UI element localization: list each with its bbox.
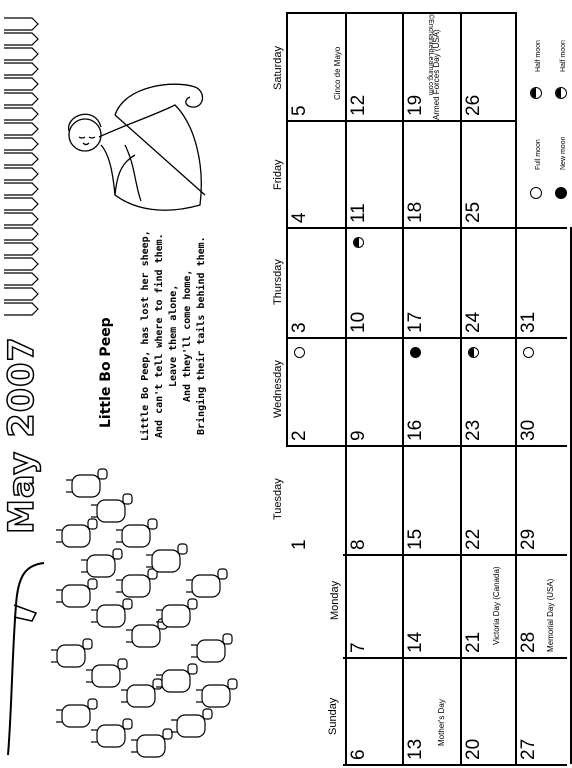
weekday-monday: Monday xyxy=(329,580,341,620)
moon-phase-icon xyxy=(410,347,421,358)
holiday-label: Armed Forces Day (USA) xyxy=(432,29,441,120)
weekday-sunday: Sunday xyxy=(327,697,339,735)
moon-phase-icon xyxy=(523,347,534,358)
day-number: 14 xyxy=(405,631,426,653)
day-number: 6 xyxy=(348,749,369,760)
poem-line: Little Bo Peep, has lost her sheep, xyxy=(140,230,151,442)
holiday-label: Victoria Day (Canada) xyxy=(492,566,501,645)
weekday-friday: Friday xyxy=(272,159,284,190)
full-moon-icon xyxy=(530,187,542,199)
poem-line: And they'll come home, xyxy=(182,269,193,403)
day-number: 11 xyxy=(348,203,369,223)
day-number: 16 xyxy=(405,419,426,441)
legend-label: Half moon xyxy=(560,40,567,72)
day-number: 9 xyxy=(348,430,369,441)
holiday-label: Memorial Day (USA) xyxy=(546,578,555,652)
day-number: 13 xyxy=(405,738,426,760)
holiday-label: Mother's Day xyxy=(437,699,446,746)
month-title: May 2007 xyxy=(2,336,42,534)
half-moon-icon xyxy=(555,87,567,99)
half-moon-icon xyxy=(530,87,542,99)
holiday-label: Cinco de Mayo xyxy=(333,46,342,100)
day-number: 22 xyxy=(463,528,484,550)
new-moon-icon xyxy=(555,187,567,199)
day-number: 20 xyxy=(463,738,484,760)
day-number: 7 xyxy=(348,642,369,653)
legend-label: Full moon xyxy=(535,139,542,170)
day-number: 27 xyxy=(518,738,539,760)
moon-phase-icon xyxy=(353,237,364,248)
day-number: 24 xyxy=(463,311,484,333)
day-number: 25 xyxy=(463,201,484,223)
weekday-saturday: Saturday xyxy=(272,45,284,90)
day-number: 29 xyxy=(518,528,539,550)
grid-line xyxy=(286,337,567,339)
bo-peep-illustration xyxy=(55,75,210,225)
weekday-thursday: Thursday xyxy=(272,259,284,305)
poem-line: Bringing their tails behind them. xyxy=(196,236,207,436)
fence-illustration xyxy=(2,10,42,320)
day-number: 17 xyxy=(405,311,426,333)
calendar-grid xyxy=(286,12,567,764)
day-number: 10 xyxy=(348,311,369,333)
day-number: 23 xyxy=(463,419,484,441)
day-number: 15 xyxy=(405,528,426,550)
day-number: 1 xyxy=(289,539,310,550)
day-number: 4 xyxy=(289,212,310,223)
day-number: 28 xyxy=(518,631,539,653)
day-number: 12 xyxy=(348,94,369,116)
grid-line xyxy=(345,12,347,764)
day-number: 2 xyxy=(289,430,310,441)
poem-line: Leave them alone, xyxy=(168,284,179,388)
grid-line xyxy=(460,12,462,764)
poem-line: And can't tell where to find them. xyxy=(154,233,165,439)
legend-label: New moon xyxy=(560,136,567,170)
day-number: 26 xyxy=(463,94,484,116)
grid-line xyxy=(286,227,567,229)
day-number: 31 xyxy=(518,311,539,333)
poem-title: Little Bo Peep xyxy=(98,317,114,428)
day-number: 3 xyxy=(289,322,310,333)
weekday-wednesday: Wednesday xyxy=(272,360,284,418)
copyright-text: ©EnchantedLearning.com xyxy=(427,14,434,96)
moon-phase-icon xyxy=(294,347,305,358)
grid-line xyxy=(402,12,404,764)
day-number: 18 xyxy=(405,201,426,223)
moon-phase-icon xyxy=(468,347,479,358)
sheep-flock-illustration xyxy=(2,455,252,765)
day-number: 30 xyxy=(518,419,539,441)
legend-label: Half moon xyxy=(535,40,542,72)
day-number: 21 xyxy=(463,631,484,653)
day-number: 19 xyxy=(405,94,426,116)
weekday-tuesday: Tuesday xyxy=(272,478,284,520)
day-number: 5 xyxy=(289,105,310,116)
day-number: 8 xyxy=(348,539,369,550)
